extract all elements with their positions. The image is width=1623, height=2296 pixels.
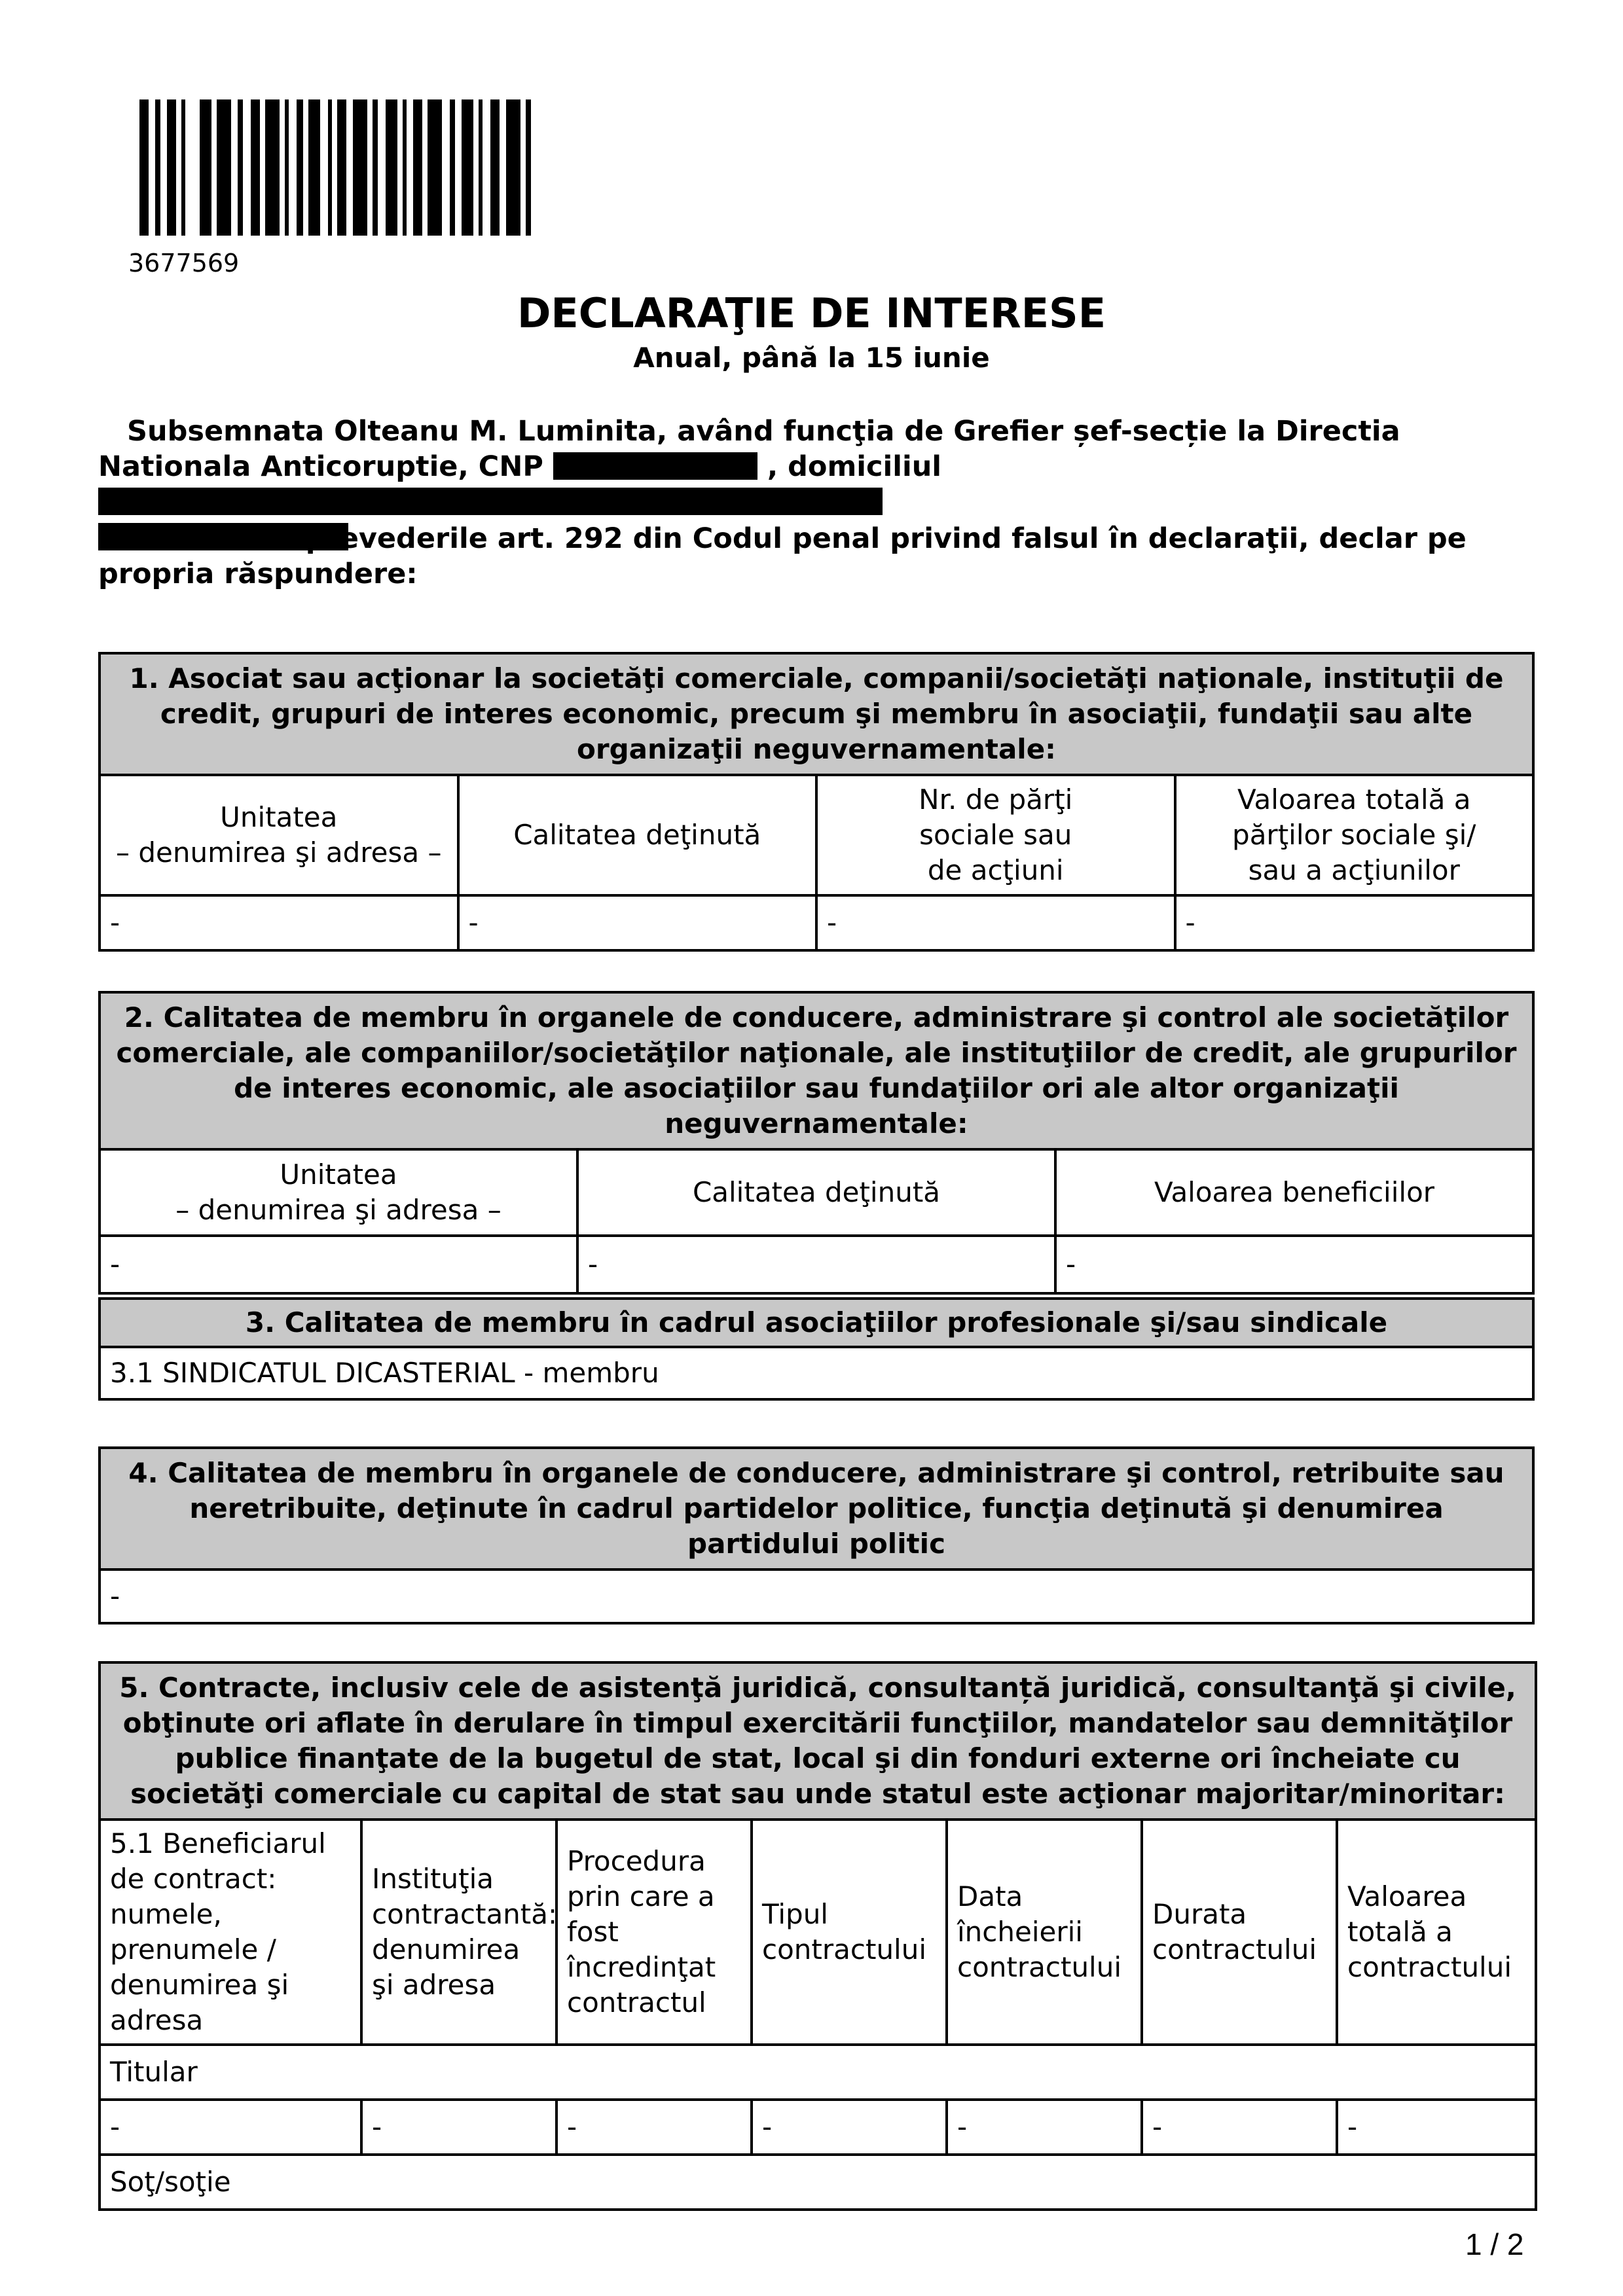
barcode-bar <box>297 99 303 236</box>
barcode-bar <box>526 99 531 236</box>
barcode-number: 3677569 <box>128 249 240 278</box>
domicile-label: , domiciliul <box>767 450 942 483</box>
barcode-bar <box>428 99 442 236</box>
barcode-bar <box>353 99 367 236</box>
table-cell: - <box>1055 1236 1533 1293</box>
barcode-bar <box>251 99 260 236</box>
table-cell: - <box>458 895 817 950</box>
table-row <box>100 2100 1536 2155</box>
s5-col-institution: Instituţia contractantă: denumirea şi adresa <box>361 1820 556 2045</box>
section-5-heading: 5. Contracte, inclusiv cele de asistenţă juridică, consultanță juridică, consultanţă şi civile, obţinute ori aflate în derulare în timpul exercitării funcţiilor, mandatelor sau demnităţilor publice finanţate de la bugetul de stat, local şi din fonduri externe ori încheiate cu societăţi comerciale cu capital de stat sau unde statul este acţionar majoritar/minoritar: <box>100 1662 1536 1820</box>
section-4-entry: - <box>100 1570 1533 1623</box>
section-1-heading: 1. Asociat sau acţionar la societăţi comerciale, companii/societăţi naţionale, instituţii de credit, grupuri de interes economic, precum şi membru în asociaţii, fundaţii sau alte organizaţii neguvernamentale: <box>100 653 1533 775</box>
document-title: DECLARAŢIE DE INTERESE <box>517 289 1106 337</box>
barcode-bar <box>167 99 176 236</box>
table-cell: - <box>556 2100 752 2155</box>
barcode-image <box>139 99 883 236</box>
s1-col-role: Calitatea deţinută <box>458 775 817 895</box>
barcode-bar <box>328 99 332 236</box>
barcode-bar <box>450 99 455 236</box>
section-2-heading: 2. Calitatea de membru în organele de conducere, administrare şi control ale societăţilor comerciale, ale companiilor/societăţilor naţionale, ale instituţiilor de credit, ale grupurilor de interes economic, ale asociaţiilor sau fundaţiilor ori ale altor organizaţii neguvernamentale: <box>100 992 1533 1149</box>
legal-statement-text: cunoscând prevederile art. 292 din Codul penal privind falsul în declaraţii, declar pe propria răspundere: <box>98 522 1467 590</box>
barcode-bar <box>181 99 185 236</box>
barcode-bar <box>490 99 500 236</box>
s5-col-procedure: Procedura prin care a fost încredinţat contractul <box>556 1820 752 2045</box>
redacted-cnp <box>553 452 757 480</box>
s1-col-unit: Unitatea – denumirea şi adresa – <box>100 775 458 895</box>
barcode-bar <box>139 99 149 236</box>
table-row <box>100 2045 1536 2100</box>
s5-col-duration: Durata contractului <box>1142 1820 1337 2045</box>
table-row <box>100 895 1533 950</box>
table-row <box>100 1570 1533 1623</box>
section-3-table <box>98 1297 1535 1401</box>
table-cell: - <box>1142 2100 1337 2155</box>
s5-col-date: Data încheierii contractului <box>947 1820 1142 2045</box>
redacted-address <box>98 488 883 515</box>
barcode-bar <box>238 99 243 236</box>
s5-col-value: Valoarea totală a contractului <box>1337 1820 1536 2045</box>
table-cell: - <box>577 1236 1055 1293</box>
document-subtitle: Anual, până la 15 iunie <box>633 342 990 374</box>
section-5-table <box>98 1661 1537 2211</box>
s2-col-unit: Unitatea – denumirea şi adresa – <box>100 1149 577 1236</box>
s5-col-type: Tipul contractului <box>752 1820 947 2045</box>
table-cell: - <box>100 895 458 950</box>
table-row <box>100 1347 1533 1399</box>
barcode-bar <box>506 99 520 236</box>
s1-col-value: Valoarea totală a părţilor sociale şi/ sau a acţiunilor <box>1175 775 1534 895</box>
s2-col-role: Calitatea deţinută <box>577 1149 1055 1236</box>
barcode-bar <box>217 99 231 236</box>
section-1-table <box>98 652 1535 952</box>
table-cell: - <box>361 2100 556 2155</box>
barcode-bar <box>462 99 473 236</box>
table-cell: - <box>947 2100 1142 2155</box>
section-4-table <box>98 1446 1535 1624</box>
section-2-table <box>98 991 1535 1295</box>
barcode-bar <box>285 99 289 236</box>
s1-col-shares: Nr. de părţi sociale sau de acţiuni <box>816 775 1175 895</box>
table-cell: - <box>100 2100 361 2155</box>
s2-col-benefits: Valoarea beneficiilor <box>1055 1149 1533 1236</box>
barcode-bar <box>337 99 346 236</box>
barcode-bar <box>386 99 397 236</box>
table-cell: - <box>816 895 1175 950</box>
barcode-bar <box>155 99 160 236</box>
table-row <box>100 2155 1536 2210</box>
barcode-bar <box>373 99 378 236</box>
table-cell: - <box>752 2100 947 2155</box>
section-3-entry: 3.1 SINDICATUL DICASTERIAL - membru <box>100 1347 1533 1399</box>
table-cell: - <box>100 1236 577 1293</box>
barcode-bar <box>265 99 280 236</box>
barcode-bar <box>200 99 211 236</box>
legal-statement <box>98 521 1532 592</box>
barcode-bar <box>479 99 483 236</box>
table-cell: - <box>1175 895 1534 950</box>
section-4-heading: 4. Calitatea de membru în organele de conducere, administrare şi control, retribuite sau neretribuite, deţinute în cadrul partidelor politice, funcţia deţinută şi denumirea partidului politic <box>100 1448 1533 1570</box>
group-label-spouse: Soţ/soţie <box>100 2155 1536 2210</box>
table-row <box>100 1236 1533 1293</box>
barcode-bar <box>403 99 407 236</box>
group-label-titular: Titular <box>100 2045 1536 2100</box>
page-number: 1 / 2 <box>1465 2227 1524 2261</box>
declarant-text: Subsemnata Olteanu M. Luminita, având funcţia de Grefier șef-secție la Directia Nationala Anticoruptie, CNP <box>98 415 1400 483</box>
section-3-heading: 3. Calitatea de membru în cadrul asociaţiilor profesionale şi/sau sindicale <box>100 1299 1533 1347</box>
barcode-bar <box>308 99 320 236</box>
barcode-bar <box>413 99 422 236</box>
s5-col-beneficiary: 5.1 Beneficiarul de contract: numele, prenumele / denumirea şi adresa <box>100 1820 361 2045</box>
table-cell: - <box>1337 2100 1536 2155</box>
